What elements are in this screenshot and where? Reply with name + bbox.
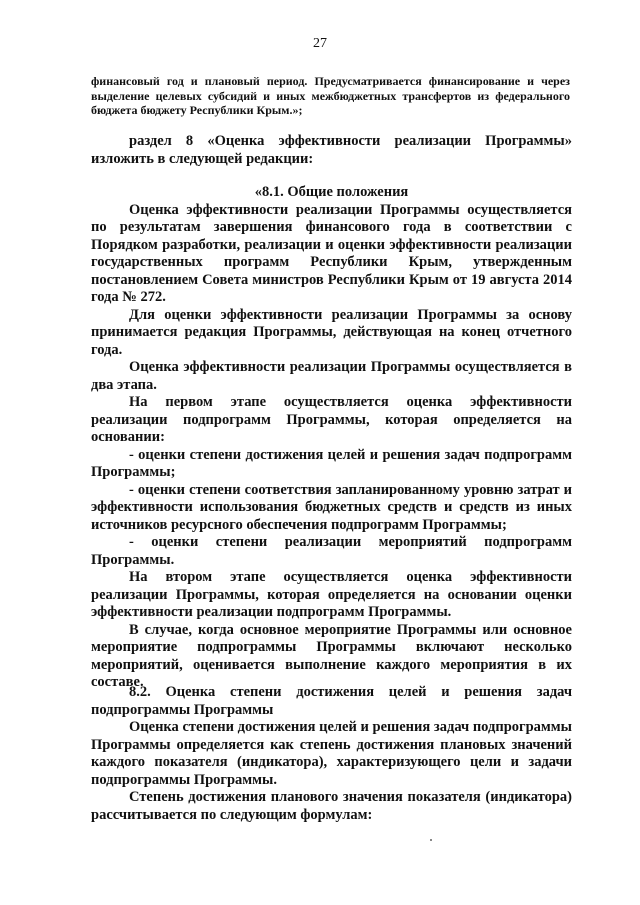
section-8-1 [91, 184, 572, 692]
list-item: - оценки степени соответствия запланированному уровню затрат и эффективности использования бюджетных средств и средств из иных источников ресурсного обеспечения подпрограмм Программы; [91, 481, 572, 533]
scan-speck [430, 839, 432, 841]
paragraph: Степень достижения планового значения показателя (индикатора) рассчитывается по следующим формулам: [91, 789, 572, 823]
page-number: 27 [313, 36, 327, 51]
section-instruction-block [91, 133, 572, 168]
list-item: - оценки степени реализации мероприятий подпрограмм Программы. [91, 534, 572, 568]
paragraph: Оценка степени достижения целей и решения задач подпрограммы Программы определяется как степень достижения плановых значений каждого показателя (индикатора), характеризующего цели и задачи подпрограммы Программы. [91, 719, 572, 788]
section-8-1-heading: «8.1. Общие положения [254, 184, 409, 200]
paragraph: Оценка эффективности реализации Программы осуществляется по результатам завершения финансового года в соответствии с Порядком разработки, реализации и оценки эффективности реализации государственных программ Республики Крым, утвержденным постановлением Совета министров Республики Крым от 19 августа 2014 года № 272. [91, 201, 572, 305]
paragraph: На втором этапе осуществляется оценка эффективности реализации Программы, которая определяется на основании оценки эффективности реализации подпрограмм Программы. [91, 569, 572, 620]
section-instruction: раздел 8 «Оценка эффективности реализации Программы» изложить в следующей редакции: [91, 133, 572, 167]
intro-text: финансовый год и плановый период. Предусматривается финансирование и через выделение целевых субсидий и иных межбюджетных трансфертов из федерального бюджета бюджету Республики Крым.»; [91, 74, 570, 117]
paragraph: В случае, когда основное мероприятие Программы или основное мероприятие подпрограммы Программы включают несколько мероприятий, оценивается выполнение каждого мероприятия в их составе. [91, 621, 572, 690]
section-8-2-heading: 8.2. Оценка степени достижения целей и решения задач подпрограммы Программы [91, 684, 572, 718]
section-8-2 [91, 684, 572, 824]
paragraph: Для оценки эффективности реализации Программы за основу принимается редакция Программы, действующая на конец отчетного года. [91, 306, 572, 358]
paragraph: На первом этапе осуществляется оценка эффективности реализации подпрограмм Программы, которая определяется на основании: [91, 394, 572, 445]
paragraph: Оценка эффективности реализации Программы осуществляется в два этапа. [91, 359, 572, 393]
list-item: - оценки степени достижения целей и решения задач подпрограмм Программы; [91, 446, 572, 480]
